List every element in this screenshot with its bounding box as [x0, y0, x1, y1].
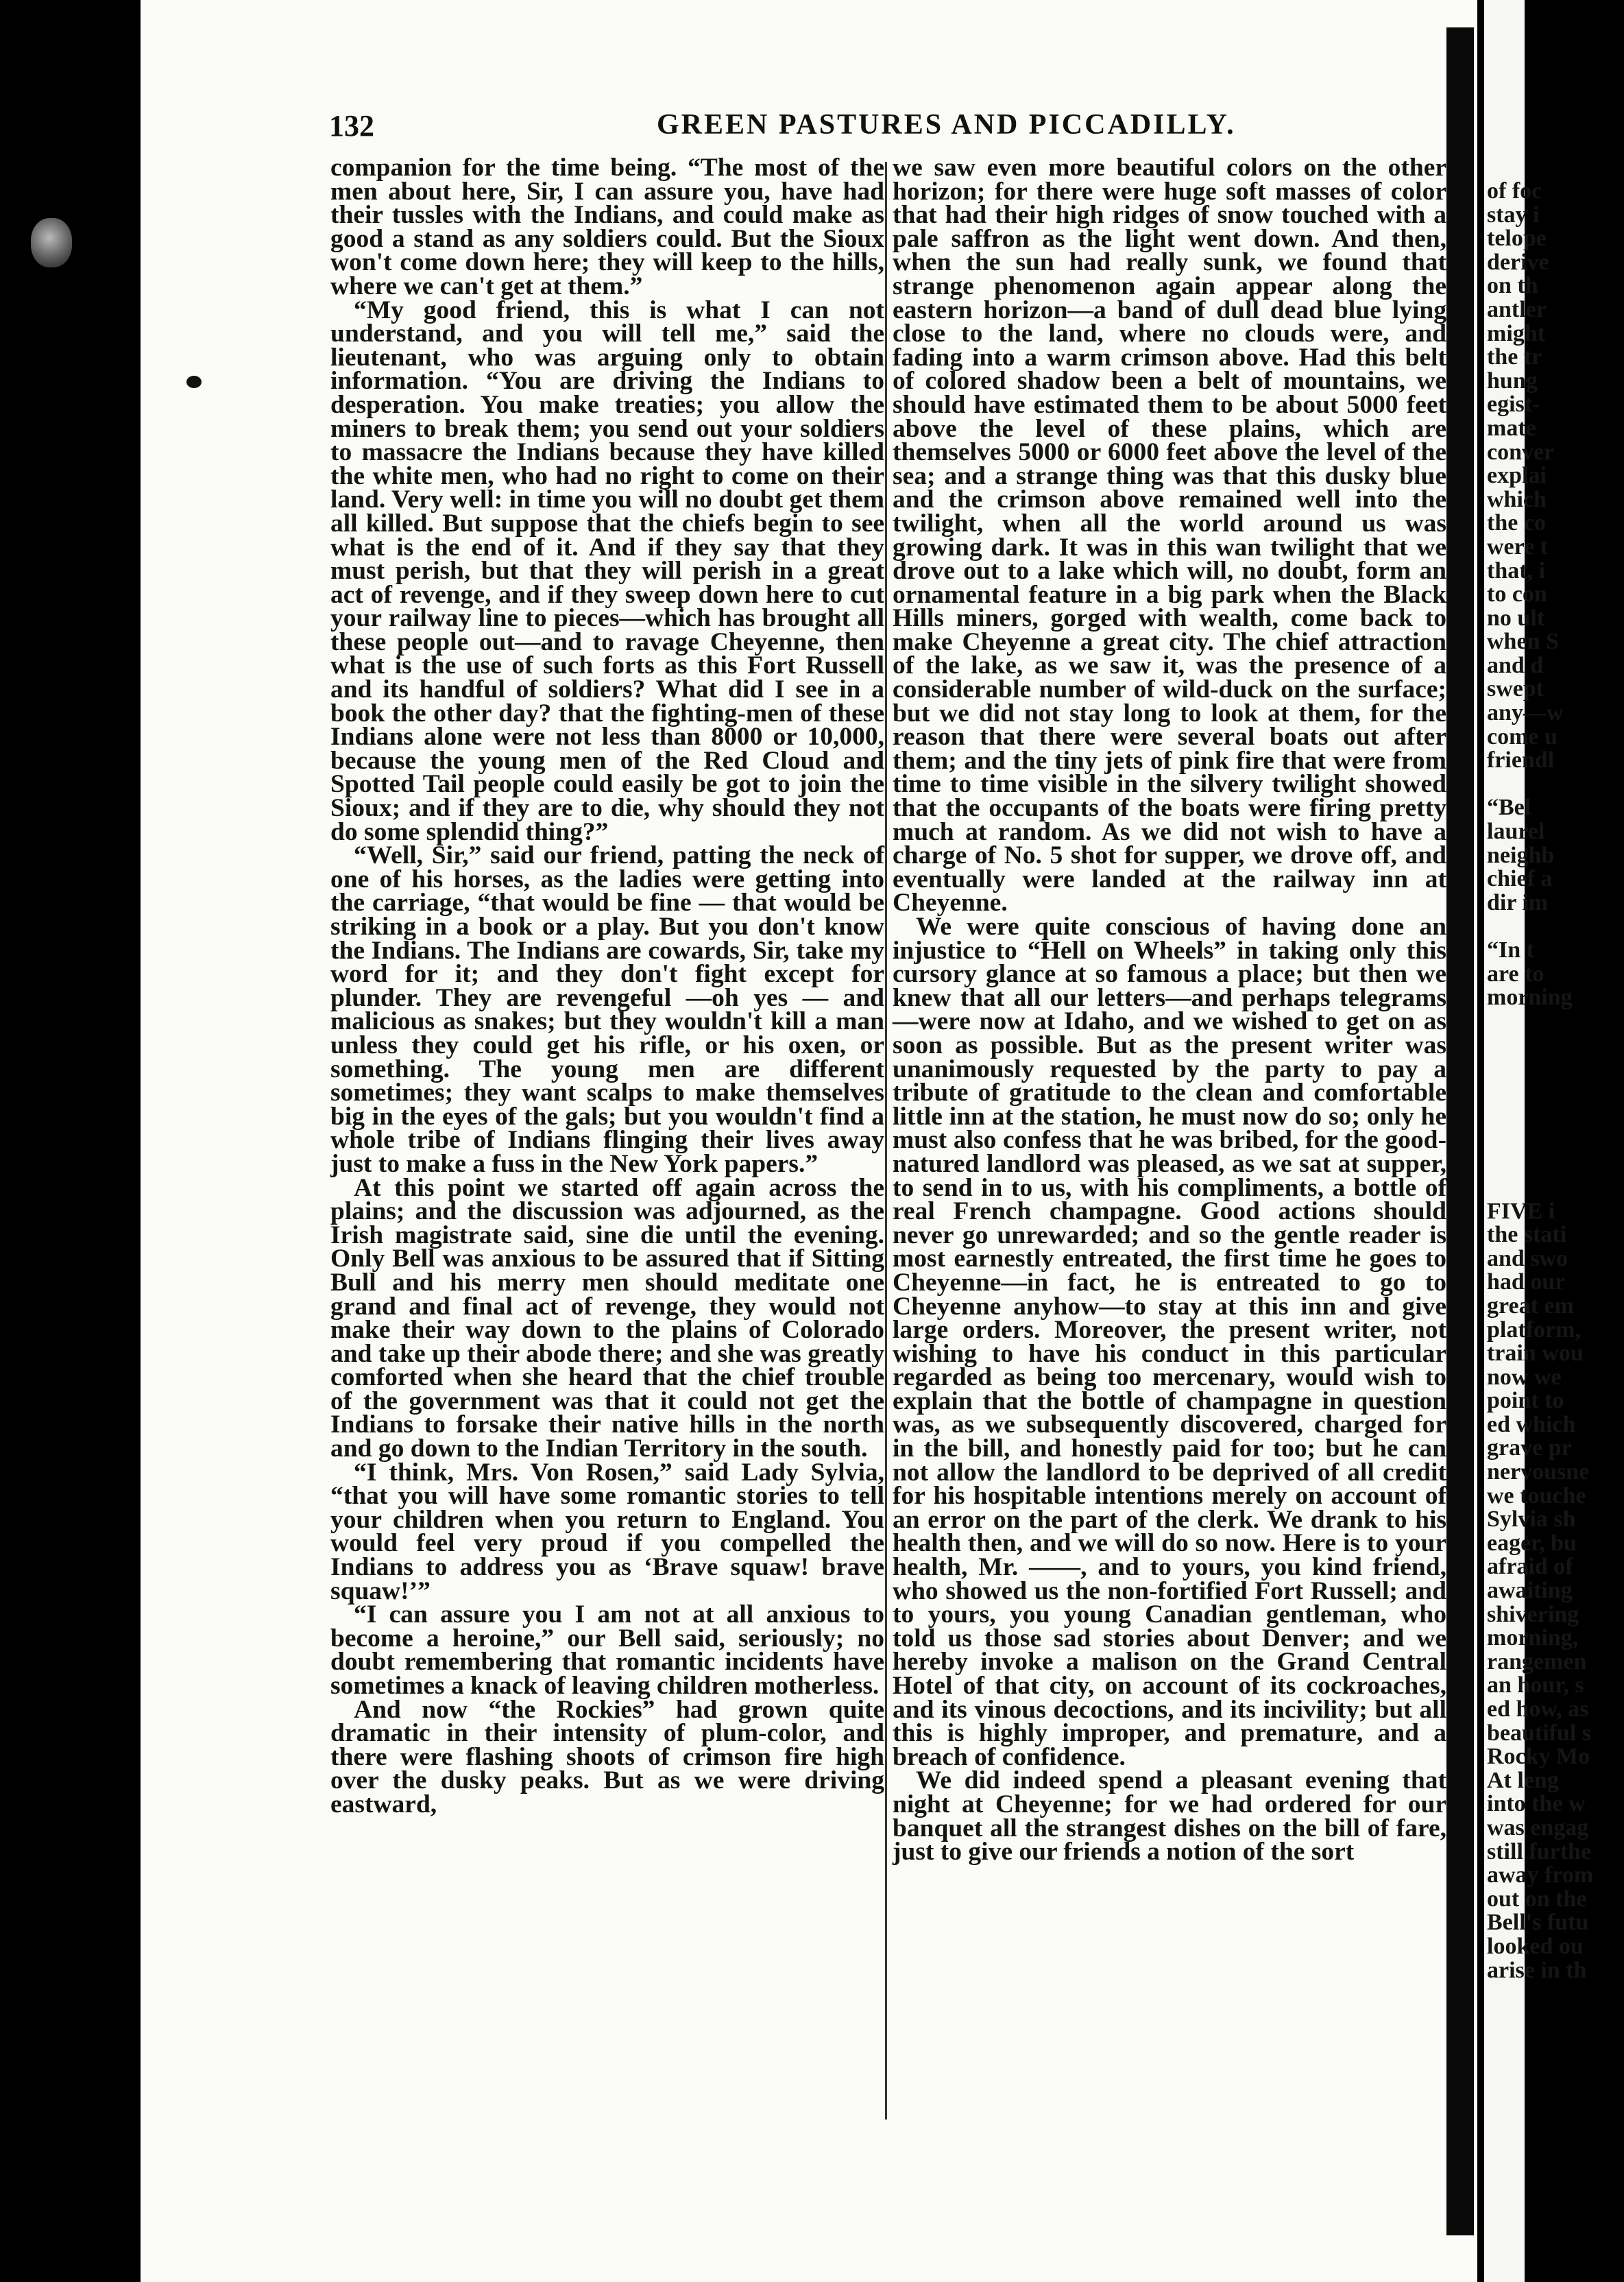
- facing-page-line: explai: [1487, 463, 1547, 489]
- paragraph: We were quite conscious of having done an injustice to “Hell on Wheels” in taking only this cursory glance at so famous a place; but then we knew that all our letters—and perhaps telegrams—were now at Idaho, and we wished to get on as soon as possible. But as the present writer was unanimously requested by the party to pay a tribute of gratitude to the clean and comfortable little inn at the station, he must now do so; only he must also confess that he was bribed, for the good-natured landlord was pleased, as we sat at supper, to send in to us, with his compliments, a bottle of real French champagne. Good actions should never go unrewarded; and so the gentle reader is most earnestly entreated, the first time he goes to Cheyenne—in fact, he is entreated to go to Cheyenne anyhow—to stay at this inn and give large orders. Moreover, the present writer, not wishing to have his conduct in this particular regarded as being too mercenary, would wish to explain that the bottle of champagne in question was, as we subsequently discovered, charged for in the bill, and honestly paid for too; but he can not allow the landlord to be deprived of all credit for his hospitable intentions merely on account of an error on the part of the clerk. We drank to his health then, and we will do so now. Here is to your health, Mr. ——, and to yours, you kind friend, who showed us the non-fortified Fort Russell; and to yours, you young Canadian gentleman, who told us those sad stories about Denver; and we hereby invoke a malison on the Grand Central Hotel of that city, on account of its cockroaches, and its vinous decoctions, and its incivility; but all this is highly improper, and premature, and a breach of confidence.: [893, 913, 1446, 1771]
- facing-page-line: point to: [1487, 1388, 1564, 1414]
- facing-page-line: ed how, as: [1487, 1696, 1589, 1722]
- facing-page-line: [1487, 1081, 1624, 1105]
- facing-page-line: of foc: [1487, 178, 1542, 204]
- left-column: [330, 156, 884, 2131]
- facing-page-line: [1487, 915, 1624, 939]
- margin-ink-dot: [186, 376, 202, 388]
- paragraph: “I think, Mrs. Von Rosen,” said Lady Sylvia, “that you will have some romantic stories to tell your children when you return to England. You would feel very proud if you compelled the Indians to address you as ‘Brave squaw! brave squaw!’”: [330, 1458, 884, 1605]
- facing-page-line: [1487, 1129, 1624, 1153]
- paragraph: “I can assure you I am not at all anxious to become a heroine,” our Bell said, seriously; no doubt remembering that romantic incidents have sometimes a knack of leaving children motherless.: [330, 1600, 884, 1700]
- facing-page-line: into the w: [1487, 1791, 1586, 1817]
- facing-page-line: that, i: [1487, 557, 1545, 584]
- facing-page-line: [1487, 1010, 1624, 1034]
- facing-page-line: looked ou: [1487, 1933, 1584, 1959]
- column-rule: [885, 162, 887, 2119]
- facing-page-line: [1487, 1152, 1624, 1176]
- facing-page-line: Bell's futu: [1487, 1910, 1589, 1936]
- facing-page-line: At leng: [1487, 1767, 1559, 1793]
- facing-page-line: [1487, 1033, 1624, 1057]
- facing-page-line: shivering: [1487, 1601, 1579, 1627]
- facing-page-line: no ult: [1487, 605, 1545, 631]
- facing-page-line: and d: [1487, 652, 1544, 678]
- facing-page-line: are to: [1487, 961, 1544, 987]
- paragraph: We did indeed spend a pleasant evening that night at Cheyenne; for we had ordered for our banquet all the strangest dishes on the bill of fare, just to give our friends a notion of the sort: [893, 1766, 1446, 1866]
- facing-page-line: out on the: [1487, 1886, 1587, 1912]
- facing-page-line: train wou: [1487, 1341, 1584, 1367]
- facing-page-line: away from: [1487, 1862, 1594, 1888]
- facing-page-line: the tr: [1487, 344, 1542, 370]
- facing-page-line: [1487, 773, 1624, 797]
- facing-page-line: platform,: [1487, 1317, 1581, 1343]
- facing-page-line: morning,: [1487, 1625, 1579, 1651]
- facing-page-line: now we: [1487, 1364, 1562, 1390]
- facing-page-line: afraid of: [1487, 1554, 1573, 1580]
- facing-page-line: great em: [1487, 1293, 1574, 1319]
- facing-page-line: come u: [1487, 723, 1558, 749]
- facing-page-line: rangemen: [1487, 1648, 1587, 1674]
- facing-page-line: beautiful s: [1487, 1720, 1592, 1746]
- facing-page-line: swept: [1487, 676, 1544, 702]
- facing-page-line: Rocky Mo: [1487, 1744, 1590, 1770]
- paragraph: we saw even more beautiful colors on the other horizon; for there were huge soft masses of color that had their high ridges of snow touched with a pale saffron as the light went down. And then, when the sun had really sunk, we found that strange phenomenon again appear along the eastern horizon—a band of dull dead blue lying close to the land, where no clouds were, and fading into a warm crimson above. Had this belt of colored shadow been a belt of mountains, we should have estimated them to be about 5000 feet above the level of these plains, which are themselves 5000 or 6000 feet above the level of the sea; and a strange thing was that this dusky blue and the crimson above remained well into the twilight, when all the world around us was growing dark. It was in this wan twilight that we drove out to a lake which will, no doubt, form an ornamental feature in a big park when the Black Hills miners, gorged with wealth, come back to make Cheyenne a great city. The chief attraction of the lake, as we saw it, was the presence of a considerable number of wild-duck on the surface; but we did not stay long to look at them, for the reason that there were several boats out after them; and the tiny jets of pink fire that were from time to time visible in the silvery twilight showed that the occupants of the boats were firing pretty much at random. As we did not wish to have a charge of No. 5 shot for supper, we drove off, and eventually were landed at the railway inn at Cheyenne.: [893, 154, 1446, 917]
- facing-page-line: an hour, s: [1487, 1672, 1584, 1698]
- facing-page-line: the stati: [1487, 1222, 1567, 1248]
- facing-page-line: [1487, 1057, 1624, 1081]
- facing-page-line: derive: [1487, 249, 1549, 275]
- facing-page-line: stay i: [1487, 202, 1540, 228]
- page-title: GREEN PASTURES AND PICCADILLY.: [657, 109, 1236, 141]
- facing-page-line: was engag: [1487, 1814, 1589, 1840]
- facing-page-line: any—w: [1487, 700, 1564, 726]
- facing-page-line: ed which: [1487, 1411, 1576, 1437]
- facing-page-line: “Bel: [1487, 795, 1531, 821]
- facing-page-line: we touche: [1487, 1482, 1586, 1509]
- facing-page-line: Sylvia sh: [1487, 1506, 1576, 1533]
- facing-page-fragment: [1484, 0, 1594, 2282]
- facing-page-line: to con: [1487, 581, 1547, 608]
- paragraph: And now “the Rockies” had grown quite dramatic in their intensity of plum-color, and there were flashing shoots of crimson fire high over the dusky peaks. But as we were driving eastward,: [330, 1695, 884, 1818]
- facing-page-line: laurel: [1487, 819, 1545, 845]
- facing-page-line: conver: [1487, 439, 1555, 465]
- facing-page-lines: [1487, 180, 1624, 1982]
- facing-page-line: the co: [1487, 510, 1546, 536]
- facing-page-line: “In t: [1487, 937, 1534, 963]
- facing-page-line: arise in th: [1487, 1957, 1587, 1983]
- facing-page-line: when S: [1487, 629, 1559, 655]
- facing-page-line: chief a: [1487, 866, 1553, 892]
- facing-page-line: telope: [1487, 226, 1547, 252]
- facing-page-line: [1487, 1105, 1624, 1129]
- facing-page-line: grave pr: [1487, 1435, 1572, 1461]
- facing-page-line: which: [1487, 486, 1547, 512]
- facing-page-line: and swo: [1487, 1245, 1568, 1271]
- paragraph: “Well, Sir,” said our friend, patting the neck of one of his horses, as the ladies were getting into the carriage, “that would be fine — that would be striking in a book or a play. But you don't know the Indians. The Indians are cowards, Sir, take my word for it; and they don't fight except for plunder. They are revengeful —oh yes — and malicious as snakes; but they wouldn't kill a man unless they could get his rifle, or his oxen, or something. The young men are different sometimes; they want scalps to make themselves big in the eyes of the gals; but you wouldn't find a whole tribe of Indians flinging their lives away just to make a fuss in the New York papers.”: [330, 841, 884, 1178]
- middle-column: [893, 156, 1446, 2131]
- facing-page-line: mate: [1487, 415, 1536, 441]
- facing-page-line: nervousne: [1487, 1459, 1590, 1485]
- facing-page-line: on th: [1487, 273, 1538, 299]
- paragraph: At this point we started off again across the plains; and the discussion was adjourned, as the Irish magistrate said, sine die until the evening. Only Bell was anxious to be assured that if Sitting Bull and his merry men should meditate one grand and final act of revenge, they would not make their way down to the plains of Colorado and take up their abode there; and she was greatly comforted when she heard that the chief trouble of the government was that it could not get the Indians to forsake their native hills in the north and go down to the Indian Territory in the south.: [330, 1173, 884, 1463]
- book-gutter: [1446, 27, 1474, 2235]
- ink-blot: [31, 218, 72, 267]
- facing-page-line: awaiting: [1487, 1578, 1573, 1604]
- facing-page-line: antler: [1487, 296, 1547, 322]
- facing-page-line: neighb: [1487, 842, 1555, 868]
- facing-page-line: FIVE i: [1487, 1198, 1555, 1224]
- running-head: [329, 103, 1446, 151]
- facing-page-line: hung: [1487, 368, 1538, 394]
- facing-page-line: had our: [1487, 1269, 1566, 1295]
- paragraph: companion for the time being. “The most of the men about here, Sir, I can assure you, have had their tussles with the Indians, and could make as good a stand as any soldiers could. But the Sioux won't come down here; they will keep to the hills, where we can't get at them.”: [330, 154, 884, 300]
- facing-page-line: eager, bu: [1487, 1530, 1577, 1556]
- facing-page-line: were t: [1487, 533, 1549, 560]
- facing-page-line: egist-: [1487, 392, 1540, 418]
- paragraph: “My good friend, this is what I can not understand, and you will tell me,” said the lieutenant, who was arguing only to obtain information. “You are driving the Indians to desperation. You make treaties; you allow the miners to break them; you send out your soldiers to massacre the Indians because they have killed the white men, who had no right to come on their land. Very well: in time you will no doubt get them all killed. But suppose that the chiefs begin to see what is the end of it. And if they say that they must perish, but that they will perish in a great act of revenge, and if they sweep down here to cut your railway line to pieces—which has brought all these people out—and to ravage Cheyenne, then what is the use of such forts as this Fort Russell and its handful of soldiers? What did I see in a book the other day? that the fighting-men of these Indians alone were not less than 8000 or 10,000, because the young men of the Red Cloud and Spotted Tail people could easily be got to join the Sioux; and if they are to die, why should they not do some splendid thing?”: [330, 296, 884, 846]
- facing-page-line: still furthe: [1487, 1838, 1592, 1864]
- facing-page-line: dir im: [1487, 889, 1549, 915]
- facing-page-line: [1487, 1176, 1624, 1200]
- facing-page-line: morning: [1487, 985, 1573, 1011]
- facing-page-line: friendl: [1487, 747, 1555, 773]
- facing-page-line: might: [1487, 320, 1545, 346]
- page-number: 132: [329, 109, 374, 143]
